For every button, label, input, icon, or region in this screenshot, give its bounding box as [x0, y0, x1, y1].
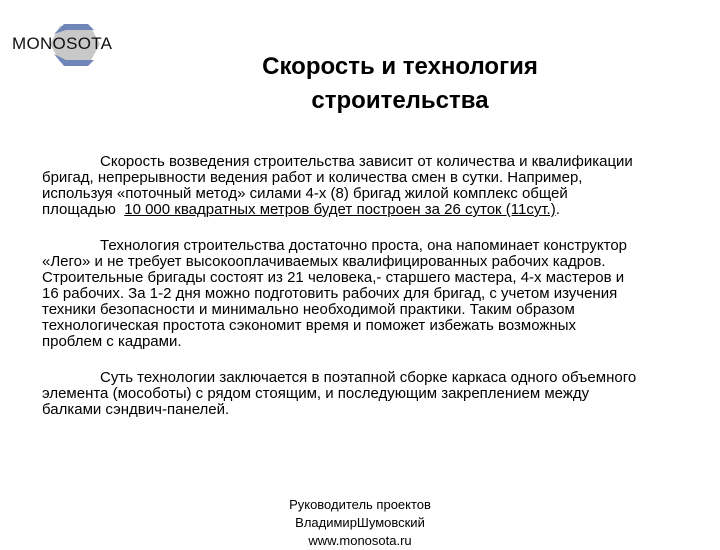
title-line: строительства — [311, 87, 489, 114]
underlined-text: 10 000 квадратных метров будет построен за 26 суток (11сут.) — [124, 201, 556, 218]
footer-website: www.monosota.ru — [308, 533, 412, 548]
text-line: Строительные бригады состоят из 21 человека,- старшего мастера, 4-х мастеров и — [42, 269, 625, 286]
paragraph-technology — [42, 238, 702, 350]
text-line: Суть технологии заключается в поэтапной сборке каркаса одного объемного — [100, 369, 637, 386]
page-title — [200, 50, 600, 118]
paragraph-essence — [42, 370, 702, 418]
text-segment: площадью — [42, 201, 125, 218]
text-line: проблем с кадрами. — [42, 333, 182, 350]
paragraph-speed — [42, 154, 702, 218]
text-line — [42, 202, 702, 218]
logo-text: MONOSOTA — [12, 34, 113, 53]
text-line: элемента (мособоты) с рядом стоящим, и последующим закреплением между — [42, 385, 590, 402]
text-line: 16 рабочих. За 1-2 дня можно подготовить рабочих для бригад, с учетом изучения — [42, 285, 618, 302]
text-line: технологическая простота сэкономит время и поможет избежать возможных — [42, 317, 576, 334]
title-line: Скорость и технология — [262, 53, 538, 80]
text-line: техники безопасности и минимально необходимой практики. Таким образом — [42, 301, 575, 318]
text-line: используя «поточный метод» силами 4-х (8) бригад жилой комплекс общей — [42, 185, 568, 202]
text-line: бригад, непрерывности ведения работ и количества смен в сутки. Например, — [42, 169, 583, 186]
footer-role: Руководитель проектов — [289, 497, 431, 512]
footer-contact — [240, 496, 480, 550]
monosota-logo — [8, 22, 128, 68]
text-line: Технология строительства достаточно проста, она напоминает конструктор — [100, 237, 628, 254]
text-line: Скорость возведения строительства зависит от количества и квалификации — [100, 153, 633, 170]
footer-name: ВладимирШумовский — [295, 515, 425, 530]
text-line: балками сэндвич-панелей. — [42, 401, 230, 418]
text-line: «Лего» и не требует высокооплачиваемых квалифицированных рабочих кадров. — [42, 253, 606, 270]
text-segment: . — [555, 201, 560, 218]
